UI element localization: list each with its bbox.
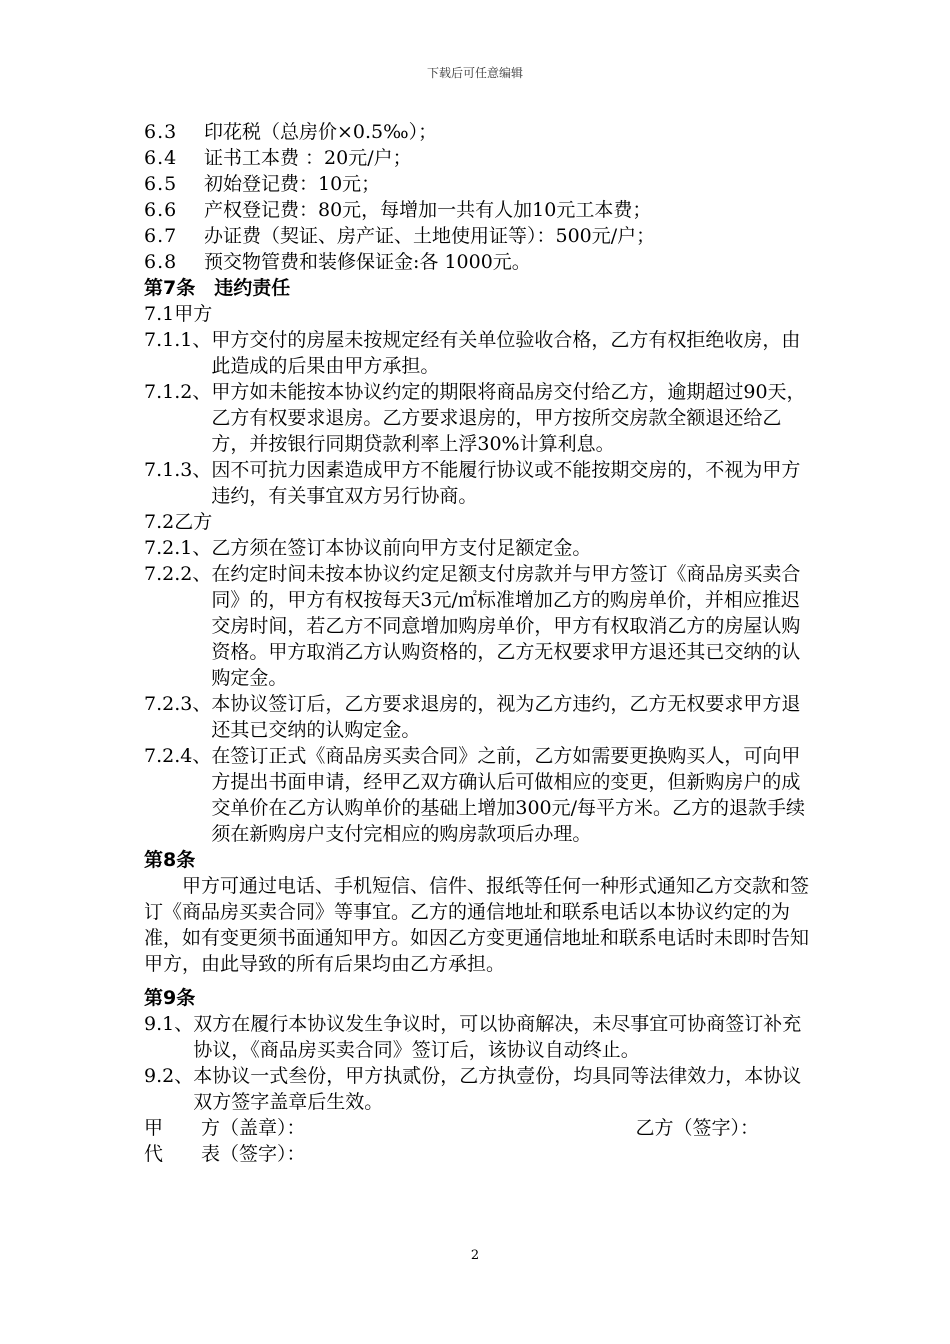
clause-item: 9.2、 本协议一式叁份，甲方执贰份，乙方执壹份，均具同等法律效力，本协议双方签字盖章后生效。 [144, 1065, 802, 1113]
fee-item: 6.8 预交物管费和装修保证金:各 1000元。 [144, 251, 531, 273]
fee-list [144, 119, 812, 275]
article-7-party-a-heading: 7.1甲方 [144, 303, 213, 325]
article-9-title: 第9条 [144, 987, 196, 1009]
page-number: 2 [470, 1248, 480, 1263]
clause-item: 7.1.2、 甲方如未能按本协议约定的期限将商品房交付给乙方，逾期超过90天，乙方有权要求退房。乙方要求退房的，甲方按所交房款全额退还给乙方，并按银行同期贷款利率上浮30%计算利息。 [144, 381, 806, 455]
fee-item: 6.7 办证费（契证、房产证、土地使用证等）：500元/户； [144, 225, 656, 247]
spacer [144, 977, 812, 985]
clause-item: 7.2.1、 乙方须在签订本协议前向甲方支付足额定金。 [144, 537, 592, 559]
party-b-signature-label: 乙方（签字）： [635, 1117, 759, 1139]
page-header: 下载后可任意编辑 [426, 66, 523, 80]
clause-item: 7.2.3、 本协议签订后，乙方要求退房的，视为乙方违约，乙方无权要求甲方退还其已交纳的认购定金。 [144, 693, 801, 741]
clause-item: 9.1、 双方在履行本协议发生争议时，可以协商解决，未尽事宜可协商签订补充协议，《商品房买卖合同》签订后，该协议自动终止。 [144, 1013, 802, 1061]
article-7-title: 第7条 违约责任 [144, 277, 291, 299]
representative-signature-label: 代 表（签字）： [144, 1143, 306, 1165]
clause-item: 7.2.2、 在约定时间未按本协议约定足额支付房款并与甲方签订《商品房买卖合同》的，甲方有权按每天3元/㎡标准增加乙方的购房单价，并相应推迟交房时间，若乙方不同意增加购房单价，甲方有权取消乙方的房屋认购资格。甲方取消乙方认购资格的，乙方无权要求甲方退还其已交纳的认购定金。 [144, 563, 801, 689]
document-body [144, 119, 812, 1167]
fee-item: 6.3 印花税（总房价×0.5‰）； [144, 121, 438, 143]
clause-item: 7.1.1、 甲方交付的房屋未按规定经有关单位验收合格，乙方有权拒绝收房，由此造成的后果由甲方承担。 [144, 329, 801, 377]
party-a-seal-label: 甲 方（盖章）： [144, 1117, 306, 1139]
article-8-title: 第8条 [144, 849, 196, 871]
article-7-party-b-heading: 7.2乙方 [144, 511, 213, 533]
fee-item: 6.5 初始登记费：10元； [144, 173, 381, 195]
fee-item: 6.6 产权登记费：80元，每增加一共有人加10元工本费； [144, 199, 652, 221]
clause-item: 7.1.3、 因不可抗力因素造成甲方不能履行协议或不能按期交房的，不视为甲方违约，有关事宜双方另行协商。 [144, 459, 801, 507]
signature-row [144, 1115, 759, 1141]
fee-item: 6.4 证书工本费 ：20元/户； [144, 147, 412, 169]
clause-item: 7.2.4、 在签订正式《商品房买卖合同》之前，乙方如需要更换购买人，可向甲方提出书面申请，经甲乙双方确认后可做相应的变更，但新购房户的成交单价在乙方认购单价的基础上增加300元/每平方米。乙方的退款手续须在新购房户支付完相应的购房款项后办理。 [144, 745, 806, 845]
article-8-paragraph: 甲方可通过电话、手机短信、信件、报纸等任何一种形式通知乙方交款和签订《商品房买卖合同》等事宜。乙方的通信地址和联系电话以本协议约定的为准，如有变更须书面通知甲方。如因乙方变更通信地址和联系电话时未即时告知甲方，由此导致的所有后果均由乙方承担。 [144, 875, 810, 975]
